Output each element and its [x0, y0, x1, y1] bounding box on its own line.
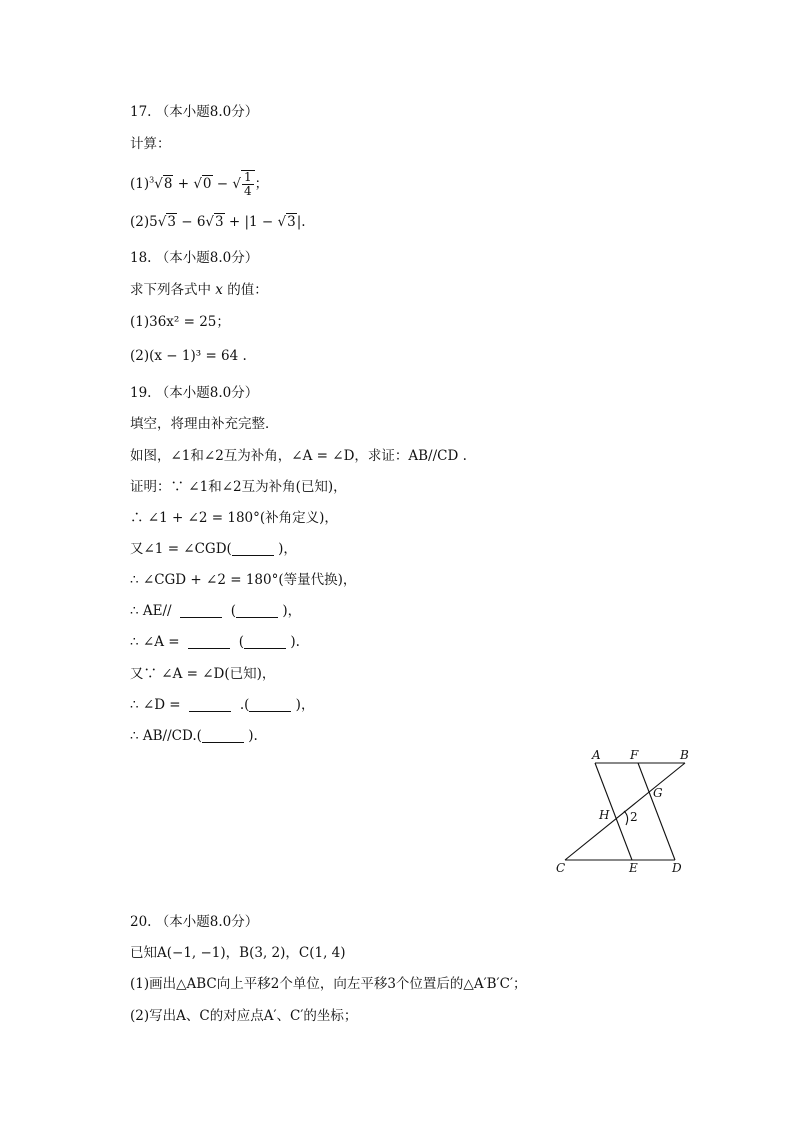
q17-part1-end: ；	[254, 176, 269, 192]
q18-prompt-b: 的值：	[227, 282, 268, 298]
q20-given: 已知A(−1, −1)，B(3, 2)，C(1, 4)	[130, 945, 346, 961]
q19-proof-line-9-close: ).	[248, 728, 258, 744]
q18-prompt	[130, 280, 268, 300]
label-c: C	[556, 861, 566, 875]
label-h: H	[599, 808, 610, 822]
label-g: G	[653, 786, 663, 800]
answer-blank[interactable]	[202, 728, 244, 743]
q17-header: 17. （本小题8.0分）	[130, 104, 259, 120]
q18-part2: (2)(x − 1)³ = 64 .	[130, 348, 247, 364]
segment-fd	[638, 763, 675, 860]
q20-part1: (1)画出△ABC向上平移2个单位，向左平移3个位置后的△A′B′C′；	[130, 976, 527, 992]
q19-proof-line-8-mid: .(	[239, 697, 250, 713]
answer-blank[interactable]	[180, 603, 222, 618]
q17-part1-label: (1)	[130, 176, 150, 192]
q19-proof-line-5-close: )，	[282, 603, 302, 619]
answer-blank[interactable]	[189, 697, 231, 712]
label-angle-2: 2	[630, 810, 638, 824]
answer-blank[interactable]	[249, 697, 291, 712]
q20-header: 20. （本小题8.0分）	[130, 914, 259, 930]
q19-given: 如图，∠1和∠2互为补角，∠A = ∠D，求证：AB//CD .	[130, 448, 467, 464]
q19-proof-line-3	[130, 539, 297, 559]
label-d: D	[672, 861, 682, 875]
q17-part2: (2)5√3 − 6√3 + |1 − √3|.	[130, 214, 306, 230]
q19-proof-line-8-close: )，	[295, 697, 315, 713]
q17-part1: $(1)^3√8 + √0$ − √ $\frac{1}{4}$ ；	[130, 170, 269, 198]
q19-proof-line-6-close: ).	[290, 634, 300, 650]
q19-proof-line-5-open: (	[230, 603, 237, 619]
angle-2-arc	[624, 811, 628, 825]
q19-proof-line-9	[130, 726, 258, 746]
label-e: E	[629, 861, 638, 875]
answer-blank[interactable]	[232, 541, 274, 556]
q19-proof-line-8	[130, 695, 314, 715]
q18-part1: (1)36x² = 25；	[130, 314, 230, 330]
q17-prompt: 计算：	[130, 136, 171, 152]
answer-blank[interactable]	[244, 634, 286, 649]
label-b: B	[680, 748, 689, 762]
q19-proof-line-3-text: 又∠1 = ∠CGD(	[130, 541, 232, 557]
q18-header: 18. （本小题8.0分）	[130, 250, 259, 266]
q19-proof-line-3-tail: )，	[278, 541, 297, 557]
q19-proof-line-8-text: ∴ ∠D =	[130, 697, 181, 713]
q19-proof-line-7: 又∵ ∠A = ∠D(已知)，	[130, 666, 276, 682]
q17-part2-label: (2)	[130, 214, 150, 230]
q19-proof-line-5-text: ∴ AE//	[130, 603, 172, 619]
label-a: A	[592, 748, 601, 762]
q19-proof-line-2: ∴ ∠1 + ∠2 = 180°(补角定义)，	[130, 510, 338, 526]
answer-blank[interactable]	[188, 634, 230, 649]
q19-proof-line-6-text: ∴ ∠A =	[130, 634, 180, 650]
q19-proof-line-4: ∴ ∠CGD + ∠2 = 180°(等量代换)，	[130, 572, 357, 588]
q19-header: 19. （本小题8.0分）	[130, 385, 259, 401]
answer-blank[interactable]	[236, 603, 278, 618]
q18-prompt-a: 求下列各式中	[130, 282, 211, 298]
q18-prompt-var: x	[215, 282, 223, 298]
q19-geometry-figure	[550, 745, 700, 880]
q17-part2-end: .	[301, 214, 306, 230]
label-f: F	[630, 748, 639, 762]
q19-proof-line-1: 证明：∵ ∠1和∠2互为补角(已知)，	[130, 479, 347, 495]
q20-part2: (2)写出A、C的对应点A′、C′的坐标；	[130, 1008, 358, 1024]
q19-proof-line-9-text: ∴ AB//CD.(	[130, 728, 202, 744]
q19-proof-line-6	[130, 632, 300, 652]
q19-proof-line-6-open: (	[238, 634, 245, 650]
q19-proof-line-5	[130, 601, 301, 621]
q19-intro: 填空，将理由补充完整．	[130, 416, 279, 432]
